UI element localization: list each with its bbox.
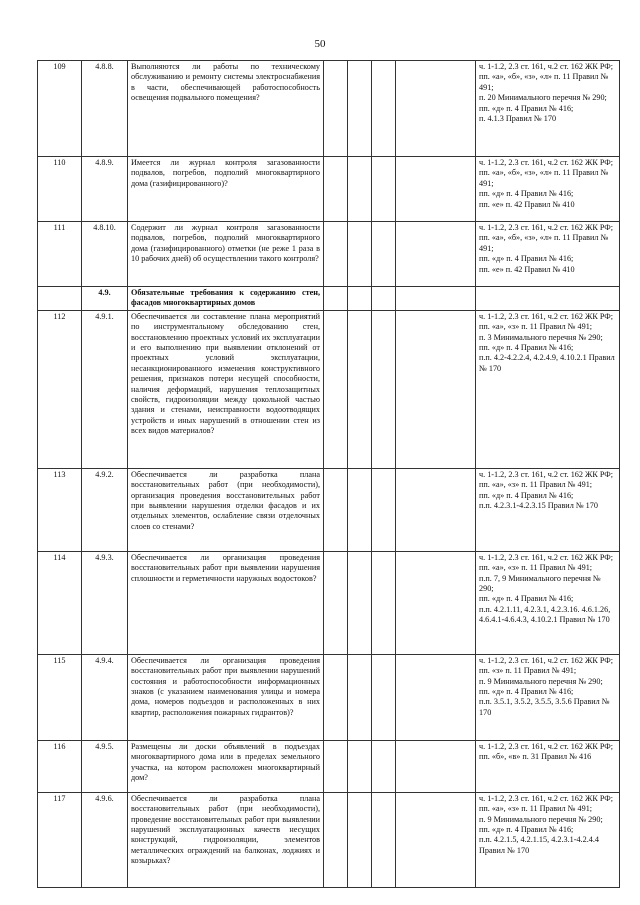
row-number: 111	[38, 222, 82, 287]
reference-line: п.п. 4.2.1.11, 4.2.3.1, 4.2.3.16. 4.6.1.26, 4.6.4.1-4.6.4.3, 4.10.2.1 Правил № 170	[479, 604, 611, 625]
answer-no-cell	[348, 61, 372, 157]
requirement-question: Содержит ли журнал контроля загазованности подвалов, погребов, подполий многоквартирного дома (газифицированного) отметки (не реже 1 раза в 10 рабочих дней) об осуществлении такого контроля?	[128, 222, 324, 287]
reference-line: пп. «з» п. 11 Правил № 491;	[479, 666, 577, 676]
legal-references	[476, 792, 620, 887]
reference-line: пп. «е» п. 42 Правил № 410	[479, 199, 575, 209]
requirement-question: Имеется ли журнал контроля загазованности подвалов, погребов, подполий многоквартирного дома (газифицированного)?	[128, 157, 324, 222]
reference-line: п.п. 4.2.1.5, 4.2.1.15, 4.2.3.1-4.2.4.4 Правил № 170	[479, 835, 599, 855]
reference-line: пп. «а», «з» п. 11 Правил № 491;	[479, 804, 593, 814]
requirement-question: Обеспечивается ли организация проведения восстановительных работ при выявлении нарушения сплошности и герметичности наружных водостоков?	[128, 551, 324, 654]
answer-na-cell	[372, 792, 396, 887]
answer-na-cell	[372, 468, 396, 551]
table-row	[38, 654, 620, 740]
point-number: 4.8.9.	[82, 157, 128, 222]
table-row	[38, 792, 620, 887]
empty-cell	[372, 287, 396, 311]
reference-line: ч. 1-1.2, 2.3 ст. 161, ч.2 ст. 162 ЖК РФ;	[479, 311, 614, 321]
reference-line: ч. 1-1.2, 2.3 ст. 161, ч.2 ст. 162 ЖК РФ;	[479, 552, 614, 562]
notes-cell	[396, 468, 476, 551]
reference-line: ч. 1-1.2, 2.3 ст. 161, ч.2 ст. 162 ЖК РФ;	[479, 741, 614, 751]
reference-line: пп. «д» п. 4 Правил № 416;	[479, 103, 574, 113]
answer-no-cell	[348, 468, 372, 551]
answer-yes-cell	[324, 61, 348, 157]
notes-cell	[396, 551, 476, 654]
point-number: 4.9.2.	[82, 468, 128, 551]
row-number: 117	[38, 792, 82, 887]
legal-references	[476, 157, 620, 222]
reference-line: пп. «д» п. 4 Правил № 416;	[479, 254, 574, 264]
answer-no-cell	[348, 740, 372, 792]
point-number: 4.8.10.	[82, 222, 128, 287]
legal-references	[476, 654, 620, 740]
legal-references	[476, 310, 620, 468]
row-number: 109	[38, 61, 82, 157]
row-number: 112	[38, 310, 82, 468]
reference-line: п. 20 Минимального перечня № 290;	[479, 93, 607, 103]
answer-yes-cell	[324, 157, 348, 222]
section-header-row	[38, 287, 620, 311]
point-number: 4.8.8.	[82, 61, 128, 157]
answer-yes-cell	[324, 654, 348, 740]
answer-yes-cell	[324, 468, 348, 551]
legal-references	[476, 222, 620, 287]
answer-no-cell	[348, 157, 372, 222]
answer-no-cell	[348, 222, 372, 287]
answer-yes-cell	[324, 740, 348, 792]
reference-line: ч. 1-1.2, 2.3 ст. 161, ч.2 ст. 162 ЖК РФ;	[479, 158, 614, 167]
answer-na-cell	[372, 157, 396, 222]
notes-cell	[396, 222, 476, 287]
reference-line: пп. «е» п. 42 Правил № 410	[479, 264, 575, 274]
answer-yes-cell	[324, 792, 348, 887]
reference-line: пп. «д» п. 4 Правил № 416;	[479, 189, 574, 199]
reference-line: пп. «д» п. 4 Правил № 416;	[479, 594, 574, 604]
table-row	[38, 468, 620, 551]
section-title: Обязательные требования к содержанию стен, фасадов многоквартирных домов	[128, 287, 324, 311]
reference-line: п.п. 3.5.1, 3.5.2, 3.5.5, 3.5.6 Правил № 170	[479, 697, 610, 717]
notes-cell	[396, 310, 476, 468]
answer-yes-cell	[324, 551, 348, 654]
reference-line: пп. «а», «б», «з», «л» п. 11 Правил № 491;	[479, 233, 609, 253]
row-number: 115	[38, 654, 82, 740]
point-number: 4.9.3.	[82, 551, 128, 654]
reference-line: пп. «д» п. 4 Правил № 416;	[479, 490, 574, 500]
answer-na-cell	[372, 61, 396, 157]
empty-cell	[348, 287, 372, 311]
answer-no-cell	[348, 654, 372, 740]
requirement-question: Обеспечивается ли организация проведения восстановительных работ при выявлении нарушений состояния и работоспособности информационных знаков (с указанием наименования улицы и номера дома, номеров подъездов и расположенных в них квартир, расположения пожарных гидрантов)?	[128, 654, 324, 740]
table-row	[38, 222, 620, 287]
reference-line: п.п. 4.2-4.2.2.4, 4.2.4.9, 4.10.2.1 Правил № 170	[479, 353, 615, 373]
reference-line: п. 3 Минимального перечня № 290;	[479, 332, 603, 342]
answer-na-cell	[372, 654, 396, 740]
reference-line: ч. 1-1.2, 2.3 ст. 161, ч.2 ст. 162 ЖК РФ;	[479, 655, 614, 665]
table-row	[38, 61, 620, 157]
reference-line: ч. 1-1.2, 2.3 ст. 161, ч.2 ст. 162 ЖК РФ;	[479, 469, 614, 479]
point-number: 4.9.5.	[82, 740, 128, 792]
requirement-question: Размещены ли доски объявлений в подъездах многоквартирного дома или в пределах земельного участка, на котором расположен многоквартирный дом?	[128, 740, 324, 792]
reference-line: пп. «д» п. 4 Правил № 416;	[479, 825, 574, 835]
reference-line: п. 4.1.3 Правил № 170	[479, 114, 557, 124]
reference-line: пп. «б», «в» п. 31 Правил № 416	[479, 752, 592, 762]
reference-line: ч. 1-1.2, 2.3 ст. 161, ч.2 ст. 162 ЖК РФ;	[479, 793, 614, 803]
notes-cell	[396, 740, 476, 792]
table-row	[38, 551, 620, 654]
answer-na-cell	[372, 310, 396, 468]
legal-references	[476, 61, 620, 157]
page-number: 50	[314, 38, 326, 50]
answer-no-cell	[348, 792, 372, 887]
row-number: 113	[38, 468, 82, 551]
answer-yes-cell	[324, 310, 348, 468]
empty-cell	[476, 287, 620, 311]
notes-cell	[396, 792, 476, 887]
point-number: 4.9.4.	[82, 654, 128, 740]
reference-line: пп. «а», «з» п. 11 Правил № 491;	[479, 322, 593, 332]
answer-yes-cell	[324, 222, 348, 287]
reference-line: пп. «д» п. 4 Правил № 416;	[479, 343, 574, 353]
requirement-question: Обеспечивается ли составление плана мероприятий по инструментальному обследованию стен, восстановлению проектных условий их эксплуатации и его выполнению при выявлении отклонений от проектных условий эксплуатации, несанкционированного изменения конструктивного решения, признаков потери несущей способности, наличия деформаций, нарушения теплозащитных свойств, гидроизоляции между цокольной частью здания и стенами, неисправности водоотводящих устройств и иных нарушений в отношении стен из всех видов материалов?	[128, 310, 324, 468]
notes-cell	[396, 654, 476, 740]
notes-cell	[396, 61, 476, 157]
empty-cell	[324, 287, 348, 311]
answer-na-cell	[372, 740, 396, 792]
requirement-question: Обеспечивается ли разработка плана восстановительных работ (при необходимости), проведение восстановительных работ при выявлении нарушений эксплуатационных качеств несущих конструкций, гидроизоляции, элементов металлических ограждений на балконах, лоджиях и козырьках?	[128, 792, 324, 887]
reference-line: пп. «а», «б», «з», «л» п. 11 Правил № 491;	[479, 168, 609, 188]
table-row	[38, 740, 620, 792]
table-row	[38, 157, 620, 222]
empty-cell	[396, 287, 476, 311]
section-number: 4.9.	[82, 287, 128, 311]
answer-na-cell	[372, 222, 396, 287]
requirements-table	[37, 60, 620, 888]
answer-no-cell	[348, 551, 372, 654]
legal-references	[476, 468, 620, 551]
requirement-question: Выполняются ли работы по техническому обслуживанию и ремонту системы электроснабжения в части, обеспечивающей работоспособность освещения подвального помещения?	[128, 61, 324, 157]
requirement-question: Обеспечивается ли разработка плана восстановительных работ (при необходимости), организация проведения восстановительных работ при выявлении нарушения отделки фасадов и их отдельных элементов, ослабление связи отделочных слоев со стенами?	[128, 468, 324, 551]
point-number: 4.9.6.	[82, 792, 128, 887]
reference-line: ч. 1-1.2, 2.3 ст. 161, ч.2 ст. 162 ЖК РФ;	[479, 62, 614, 71]
legal-references	[476, 740, 620, 792]
point-number: 4.9.1.	[82, 310, 128, 468]
empty-cell	[38, 287, 82, 311]
reference-line: пп. «д» п. 4 Правил № 416;	[479, 687, 574, 697]
table-row	[38, 310, 620, 468]
reference-line: п. 9 Минимального перечня № 290;	[479, 676, 603, 686]
reference-line: п.п. 4.2.3.1-4.2.3.15 Правил № 170	[479, 501, 598, 511]
reference-line: пп. «а», «б», «з», «л» п. 11 Правил № 491;	[479, 72, 609, 92]
row-number: 110	[38, 157, 82, 222]
row-number: 114	[38, 551, 82, 654]
reference-line: пп. «а», «з» п. 11 Правил № 491;	[479, 563, 593, 573]
legal-references	[476, 551, 620, 654]
reference-line: ч. 1-1.2, 2.3 ст. 161, ч.2 ст. 162 ЖК РФ;	[479, 223, 614, 232]
answer-no-cell	[348, 310, 372, 468]
notes-cell	[396, 157, 476, 222]
reference-line: пп. «а», «з» п. 11 Правил № 491;	[479, 480, 593, 490]
row-number: 116	[38, 740, 82, 792]
reference-line: п. 9 Минимального перечня № 290;	[479, 814, 603, 824]
reference-line: п.п. 7, 9 Минимального перечня № 290;	[479, 573, 601, 594]
answer-na-cell	[372, 551, 396, 654]
